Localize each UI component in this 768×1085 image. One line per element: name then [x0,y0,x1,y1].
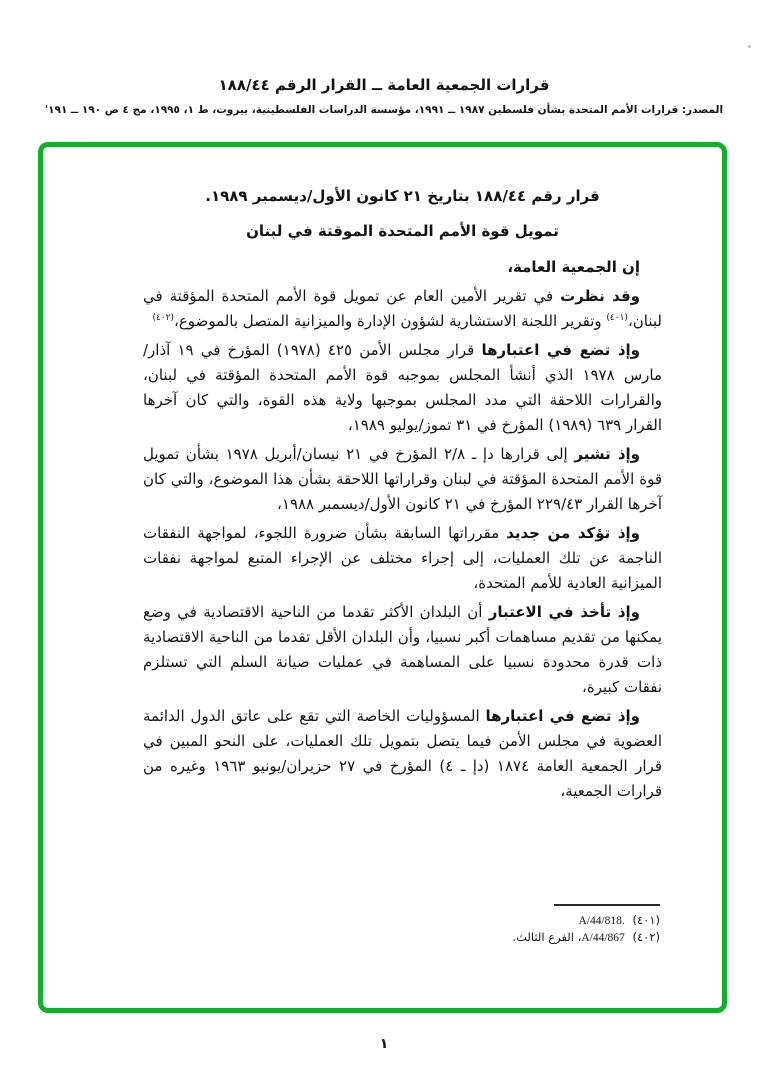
body-paragraph [143,284,662,334]
paragraph-text: أن البلدان الأكثر تقدما من الناحية الاقتصادية في وضع يمكنها من تقديم مساهمات أكبر نسبيا، وأن البلدان الأقل تقدما من الناحية الاقتصادية ذات قدرة محدودة نسبيا على المساهمة في عمليات صيانة السلم التي تستلزم نفقات كبيرة، [143,603,662,696]
footnote-ref: (٤٠٢) [152,313,174,323]
footnotes-section [330,904,660,946]
footnote-marker: (٤٠٢) [632,930,660,944]
footnote-marker: (٤٠١) [632,913,660,927]
body-paragraph [143,521,662,596]
footnote [330,929,660,946]
paragraph-text: في تقرير الأمين العام عن تمويل قوة الأمم المتحدة المؤقتة في لبنان، [143,287,662,330]
paragraph-lead: وإذ تؤكد من جديد [506,524,641,542]
footnote-text: ، الفرع الثالث. [512,930,582,944]
footnote-document-symbol: A/44/867 [581,932,625,944]
footnote-document-symbol: A/44/818. [578,915,625,927]
paragraph-text: قرار مجلس الأمن ٤٢٥ (١٩٧٨) المؤرخ في ١٩ آذار/مارس ١٩٧٨ الذي أنشأ المجلس بموجبه قوة الأمم المتحدة المؤقتة في لبنان، والقرارات اللاحقة التي مدد المجلس بموجبها ولاية هذه القوة، والتي كان آخرها القرار ٦٣٩ (١٩٨٩) المؤرخ في ٣١ تموز/يوليو ١٩٨٩، [143,341,662,434]
footnote-list [330,912,660,946]
document-frame [38,142,727,1013]
document-content [43,147,722,1008]
paragraph-text: وتقرير اللجنة الاستشارية لشؤون الإدارة والميزانية المتصل بالموضوع، [174,312,607,330]
source-line: المصدر: قرارات الأمم المتحدة بشأن فلسطين ١٩٨٧ ــ ١٩٩١، مؤسسة الدراسات الفلسطينية، بيروت، ط ١، ١٩٩٥، مج ٤ ص ١٩٠ ــ ١٩١' [44,104,724,116]
paragraph-lead: وقد نظرت [560,287,640,305]
header-title: قرارات الجمعية العامة ــ القرار الرقم ١٨٨/٤٤ [218,76,550,94]
page-number: ١ [379,1036,389,1052]
resolution-title: قرار رقم ١٨٨/٤٤ بتاريخ ٢١ كانون الأول/ديسمبر ١٩٨٩. [205,187,600,205]
body-paragraph [143,704,662,804]
scan-artifact-dot [748,45,751,48]
paragraph-lead: وإذ تضع في اعتبارها [481,341,641,359]
footnote-ref: (٤٠١) [606,313,628,323]
paragraph-lead: وإذ تأخذ في الاعتبار [488,603,641,621]
paragraph-lead: إن الجمعية العامة، [507,258,640,276]
paragraph-text: المسؤوليات الخاصة التي تقع على عاتق الدول الدائمة العضوية في مجلس الأمن فيما يتصل بتمويل تلك العمليات، على النحو المبين في قرار الجمعية العامة ١٨٧٤ (دإ ـ ٤) المؤرخ في ٢٧ حزيران/يونيو ١٩٦٣ وغيره من قرارات الجمعية، [143,707,662,800]
body-paragraph [143,600,662,700]
footnote [330,912,660,929]
footnote-separator-rule [554,904,660,906]
body-paragraph [143,338,662,438]
body-paragraph [143,442,662,517]
paragraph-text: إلى قرارها دإ ـ ٢/٨ المؤرخ في ٢١ نيسان/أبريل ١٩٧٨ بشأن تمويل قوة الأمم المتحدة المؤقتة في لبنان وقراراتها اللاحقة بشأن هذا الموضوع، والتي كان آخرها القرار ٢٢٩/٤٣ المؤرخ في ٢١ كانون الأول/ديسمبر ١٩٨٨، [143,445,662,513]
body-paragraphs [143,255,662,804]
paragraph-text: مقرراتها السابقة بشأن ضرورة اللجوء، لمواجهة النفقات الناجمة عن تلك العمليات، إلى إجراء مختلف عن الإجراء المتبع لمواجهة نفقات الميزانية العادية للأمم المتحدة، [143,524,662,592]
paragraph-lead: وإذ تضع في اعتبارها [485,707,641,725]
paragraph-lead: وإذ تشير [574,445,640,463]
body-paragraph [143,255,662,280]
resolution-subtitle: تمويل قوة الأمم المتحدة الموقتة في لبنان [246,222,559,240]
